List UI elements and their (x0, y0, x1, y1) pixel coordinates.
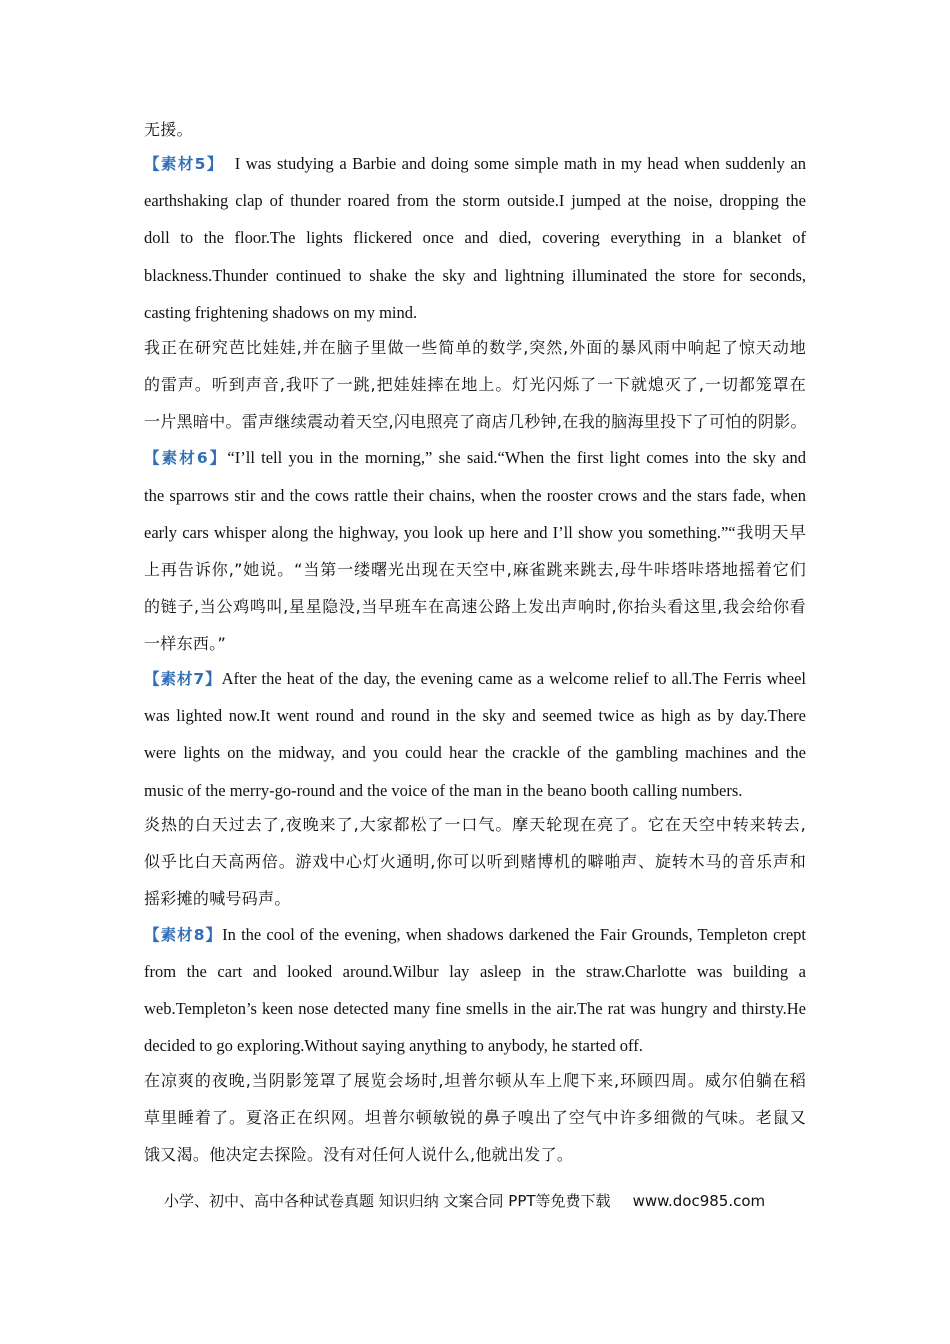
item6-text-line: early cars whisper along the highway, you look up here and I’ll show you something.”“我明天早 (144, 523, 806, 542)
item5-chinese-line: 的雷声。听到声音,我吓了一跳,把娃娃摔在地上。灯光闪烁了一下就熄灭了,一切都笼罩在 (144, 375, 806, 394)
item5-english-line: earthshaking clap of thunder roared from the storm outside.I jumped at the noise, dropping the (144, 191, 806, 210)
item6-text-line: the sparrows stir and the cows rattle their chains, when the rooster crows and the stars fade, when (144, 486, 806, 505)
item8-english-line: decided to go exploring.Without saying anything to anybody, he started off. (144, 1036, 643, 1055)
item7-label: 【素材7】 (144, 670, 222, 688)
item7-english-line: was lighted now.It went round and round in the sky and seemed twice as high as by day.There (144, 706, 806, 725)
item5-line-1 (144, 154, 806, 174)
item8-line-1 (144, 925, 806, 945)
item8-english-line: In the cool of the evening, when shadows darkened the Fair Grounds, Templeton crept (222, 925, 806, 944)
item6-text-line: 的链子,当公鸡鸣叫,星星隐没,当早班车在高速公路上发出声响时,你抬头看这里,我会给你看 (144, 597, 806, 616)
item5-english-line: doll to the floor.The lights flickered once and died, covering everything in a blanket of (144, 228, 806, 247)
item7-line-1 (144, 669, 806, 689)
item7-chinese-line: 似乎比白天高两倍。游戏中心灯火通明,你可以听到赌博机的噼啪声、旋转木马的音乐声和 (144, 852, 806, 871)
item6-label: 【素材6】 (144, 449, 228, 467)
item5-chinese-line: 一片黑暗中。雷声继续震动着天空,闪电照亮了商店几秒钟,在我的脑海里投下了可怕的阴影。 (144, 412, 807, 431)
item6-text-line: “I’ll tell you in the morning,” she said.“When the first light comes into the sky and (227, 448, 806, 467)
item5-english-line: blackness.Thunder continued to shake the sky and lightning illuminated the store for seconds, (144, 266, 806, 285)
item8-chinese-line: 饿又渴。他决定去探险。没有对任何人说什么,他就出发了。 (144, 1145, 574, 1164)
item8-label: 【素材8】 (144, 926, 223, 944)
item5-english-line: casting frightening shadows on my mind. (144, 303, 418, 322)
item8-chinese-line: 草里睡着了。夏洛正在织网。坦普尔顿敏锐的鼻子嗅出了空气中许多细微的气味。老鼠又 (144, 1108, 806, 1127)
item5-english-line: I was studying a Barbie and doing some simple math in my head when suddenly an (234, 154, 806, 173)
item5-label: 【素材5】 (144, 155, 224, 173)
item8-chinese-line: 在凉爽的夜晚,当阴影笼罩了展览会场时,坦普尔顿从车上爬下来,环顾四周。威尔伯躺在稻 (144, 1071, 806, 1090)
footer-text: 小学、初中、高中各种试卷真题 知识归纳 文案合同 PPT等免费下载 (164, 1192, 611, 1210)
item6-text-line: 上再告诉你,”她说。“当第一缕曙光出现在天空中,麻雀跳来跳去,母牛咔塔咔塔地摇着它们 (144, 560, 806, 579)
item7-chinese-line: 摇彩摊的喊号码声。 (144, 889, 291, 908)
intro-tail-text: 无援。 (144, 120, 193, 139)
item7-english-line: were lights on the midway, and you could hear the crackle of the gambling machines and the (144, 743, 806, 762)
page-footer (164, 1190, 804, 1212)
item8-english-line: from the cart and looked around.Wilbur lay asleep in the straw.Charlotte was building a (144, 962, 806, 981)
item7-chinese-line: 炎热的白天过去了,夜晚来了,大家都松了一口气。摩天轮现在亮了。它在天空中转来转去, (144, 815, 806, 834)
item8-english-line: web.Templeton’s keen nose detected many fine smells in the air.The rat was hungry and thirsty.He (144, 999, 806, 1018)
item7-english-line: After the heat of the day, the evening came as a welcome relief to all.The Ferris wheel (221, 669, 806, 688)
item7-english-line: music of the merry-go-round and the voice of the man in the beano booth calling numbers. (144, 781, 743, 800)
item6-text-line: 一样东西。” (144, 634, 227, 653)
item6-line-1 (144, 448, 806, 468)
item5-chinese-line: 我正在研究芭比娃娃,并在脑子里做一些简单的数学,突然,外面的暴风雨中响起了惊天动地 (144, 338, 806, 357)
footer-url-link[interactable]: www.doc985.com (632, 1192, 766, 1210)
